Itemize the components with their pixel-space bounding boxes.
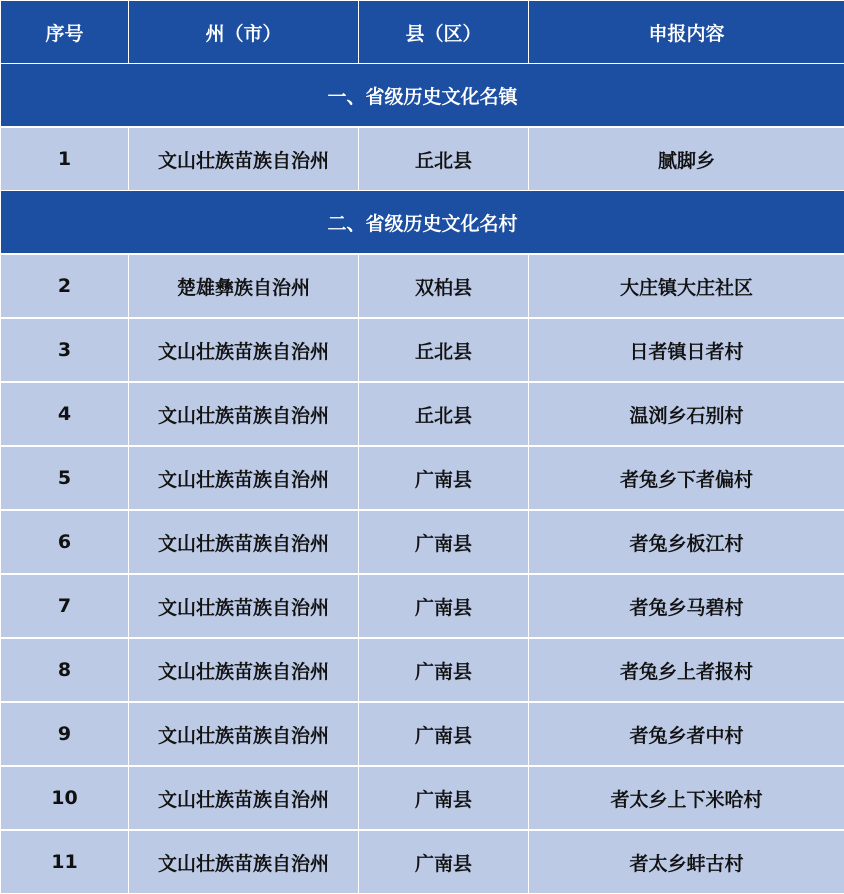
cell-county: 广南县 [359, 510, 529, 574]
cell-content: 者兔乡下者偏村 [529, 446, 844, 510]
section-row-towns [1, 64, 844, 128]
cell-prefecture: 文山壮族苗族自治州 [129, 382, 359, 446]
header-content: 申报内容 [529, 1, 844, 64]
cell-prefecture: 文山壮族苗族自治州 [129, 702, 359, 766]
table-row [1, 702, 844, 766]
cell-county: 广南县 [359, 574, 529, 638]
cell-county: 广南县 [359, 766, 529, 830]
cell-index: 11 [1, 830, 129, 894]
cell-content: 者兔乡板江村 [529, 510, 844, 574]
header-prefecture: 州（市） [129, 1, 359, 64]
cell-county: 广南县 [359, 830, 529, 894]
table-row [1, 127, 844, 191]
cell-content: 者太乡蚌古村 [529, 830, 844, 894]
cell-index: 10 [1, 766, 129, 830]
cell-index: 7 [1, 574, 129, 638]
section-title: 一、省级历史文化名镇 [1, 64, 844, 128]
cell-prefecture: 文山壮族苗族自治州 [129, 766, 359, 830]
cell-index: 8 [1, 638, 129, 702]
cell-county: 广南县 [359, 702, 529, 766]
table-row [1, 574, 844, 638]
cell-prefecture: 文山壮族苗族自治州 [129, 510, 359, 574]
table-row [1, 254, 844, 318]
cell-index: 6 [1, 510, 129, 574]
cell-county: 丘北县 [359, 318, 529, 382]
cell-content: 温浏乡石别村 [529, 382, 844, 446]
cell-county: 双柏县 [359, 254, 529, 318]
cell-content: 者兔乡马碧村 [529, 574, 844, 638]
cell-index: 4 [1, 382, 129, 446]
table-row [1, 830, 844, 894]
table-row [1, 766, 844, 830]
header-county: 县（区） [359, 1, 529, 64]
cell-prefecture: 文山壮族苗族自治州 [129, 574, 359, 638]
cell-prefecture: 文山壮族苗族自治州 [129, 638, 359, 702]
cell-prefecture: 文山壮族苗族自治州 [129, 830, 359, 894]
cell-prefecture: 文山壮族苗族自治州 [129, 318, 359, 382]
table-row [1, 638, 844, 702]
header-index: 序号 [1, 1, 129, 64]
cell-index: 1 [1, 127, 129, 191]
cell-content: 者兔乡者中村 [529, 702, 844, 766]
cell-content: 腻脚乡 [529, 127, 844, 191]
cell-index: 3 [1, 318, 129, 382]
table-header-row [1, 1, 844, 64]
cell-index: 9 [1, 702, 129, 766]
cell-prefecture: 文山壮族苗族自治州 [129, 446, 359, 510]
cell-county: 广南县 [359, 638, 529, 702]
cell-county: 广南县 [359, 446, 529, 510]
cell-content: 者太乡上下米哈村 [529, 766, 844, 830]
cell-index: 2 [1, 254, 129, 318]
cell-county: 丘北县 [359, 382, 529, 446]
table-row [1, 318, 844, 382]
cell-county: 丘北县 [359, 127, 529, 191]
table-row [1, 382, 844, 446]
cell-prefecture: 文山壮族苗族自治州 [129, 127, 359, 191]
cell-content: 大庄镇大庄社区 [529, 254, 844, 318]
cell-index: 5 [1, 446, 129, 510]
section-row-villages [1, 191, 844, 255]
cell-content: 日者镇日者村 [529, 318, 844, 382]
cell-prefecture: 楚雄彝族自治州 [129, 254, 359, 318]
table-row [1, 510, 844, 574]
table-row [1, 446, 844, 510]
cell-content: 者兔乡上者报村 [529, 638, 844, 702]
section-title: 二、省级历史文化名村 [1, 191, 844, 255]
